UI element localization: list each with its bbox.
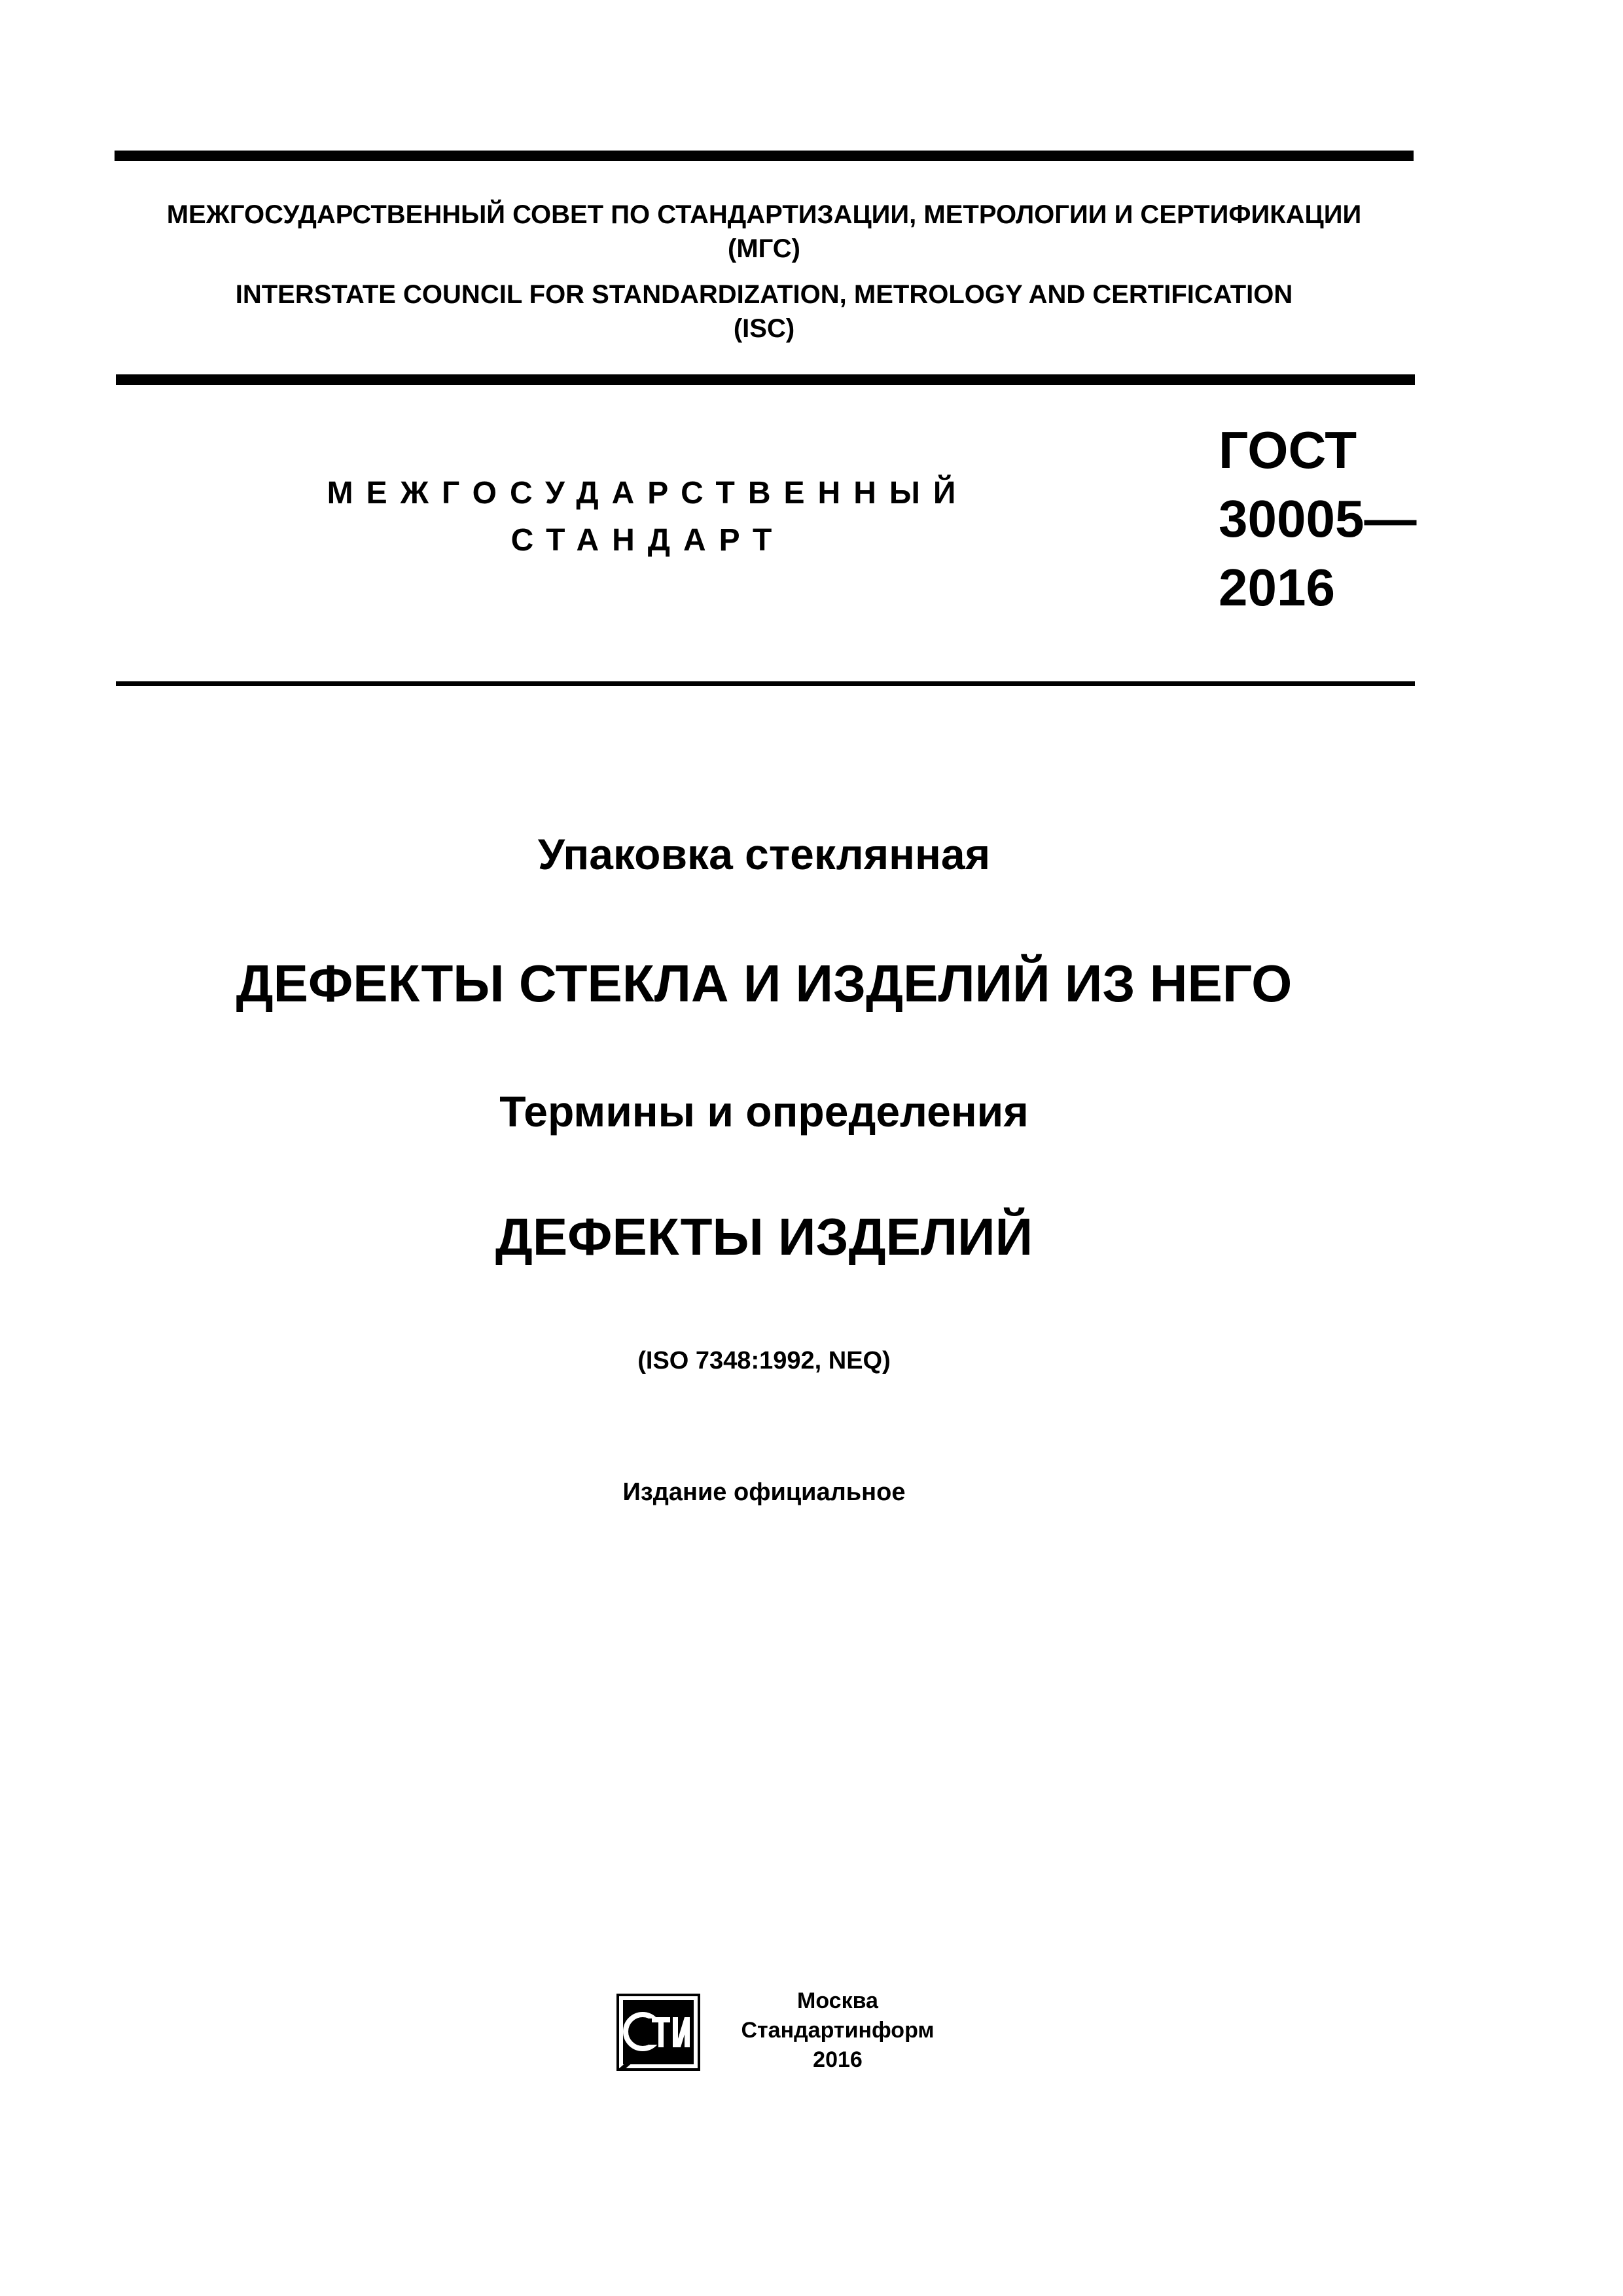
- council-name-ru: МЕЖГОСУДАРСТВЕННЫЙ СОВЕТ ПО СТАНДАРТИЗАЦИИ, МЕТРОЛОГИИ И СЕРТИФИКАЦИИ: [166, 200, 1362, 229]
- bottom-divider: [116, 681, 1415, 686]
- subtitle: Термины и определения: [499, 1087, 1029, 1136]
- council-abbr-en: (ISC): [733, 314, 795, 343]
- top-divider: [115, 151, 1414, 161]
- publisher-city: Москва: [797, 1988, 878, 2013]
- publication-year: 2016: [813, 2047, 863, 2072]
- standartinform-logo-icon: [616, 1994, 700, 2071]
- council-name-en: INTERSTATE COUNCIL FOR STANDARDIZATION, METROLOGY AND CERTIFICATION: [235, 280, 1293, 309]
- gost-number: 30005—: [1219, 490, 1417, 548]
- edition-note: Издание официальное: [622, 1479, 906, 1506]
- packaging-title: Упаковка стеклянная: [537, 830, 991, 878]
- middle-divider: [116, 374, 1415, 385]
- iso-reference: (ISO 7348:1992, NEQ): [637, 1347, 891, 1374]
- publisher-name: Стандартинформ: [741, 2018, 935, 2043]
- gost-designation: ГОСТ: [1219, 421, 1357, 479]
- part-title: ДЕФЕКТЫ ИЗДЕЛИЙ: [495, 1208, 1033, 1266]
- standard-type-line2: СТАНДАРТ: [510, 523, 785, 558]
- gost-year: 2016: [1219, 558, 1335, 617]
- council-abbr-ru: (МГС): [728, 234, 800, 263]
- main-title: ДЕФЕКТЫ СТЕКЛА И ИЗДЕЛИЙ ИЗ НЕГО: [236, 954, 1293, 1013]
- standard-type-line1: МЕЖГОСУДАРСТВЕННЫЙ: [327, 476, 969, 511]
